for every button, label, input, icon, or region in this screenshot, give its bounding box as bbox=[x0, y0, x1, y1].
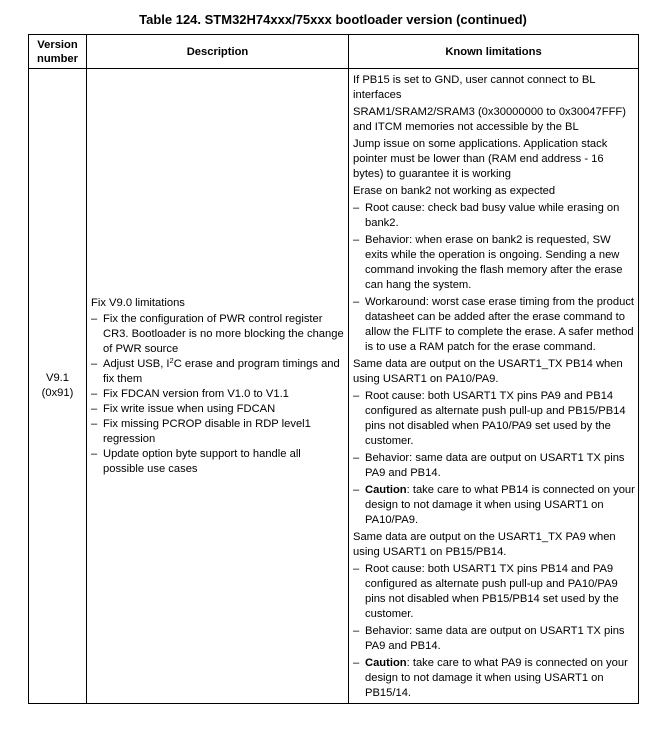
limitation-item: – Behavior: when erase on bank2 is requested, SW exits while the operation is ongoing. Sending a new command invoking the flash memory after the erase can hang the system. bbox=[353, 234, 623, 291]
limitation-item: – Behavior: same data are output on USART1 TX pins PA9 and PB14. bbox=[353, 452, 625, 479]
caution-item: – Caution: take care to what PB14 is connected on your design to not damage it when using USART1 on PA10/PA9. bbox=[353, 484, 635, 526]
header-description: Description bbox=[87, 35, 349, 69]
limitation-item: – Behavior: same data are output on USART1 TX pins PA9 and PB14. bbox=[353, 625, 625, 652]
description-item: – Fix the configuration of PWR control register CR3. Bootloader is no more blocking the change of PWR source bbox=[91, 312, 344, 355]
limitations-cell bbox=[349, 69, 639, 704]
limitation-item: – Root cause: check bad busy value while erasing on bank2. bbox=[353, 202, 620, 229]
table-header-row bbox=[29, 35, 639, 69]
description-item: – Update option byte support to handle all possible use cases bbox=[91, 447, 301, 475]
limitation-erase-heading: Erase on bank2 not working as expected bbox=[353, 185, 556, 197]
bootloader-version-table bbox=[28, 34, 639, 704]
limitation-sram: SRAM1/SRAM2/SRAM3 (0x30000000 to 0x30047FFF) and ITCM memories not accessible by the BL bbox=[353, 106, 626, 133]
description-item: – Adjust USB, $I^2C$ erase and program timings and fix them bbox=[91, 355, 340, 385]
limitation-item: – Workaround: worst case erase timing from the product datasheet can be added after the erase command to allow the FLITF to complete the erase. A safer method is to use a RAM patch for the erase command. bbox=[353, 296, 635, 353]
description-cell bbox=[87, 69, 349, 704]
table-title: Table 124. STM32H74xxx/75xxx bootloader version (continued) bbox=[139, 12, 527, 27]
caution-item: – Caution: take care to what PA9 is connected on your design to not damage it when using USART1 on PB15/14. bbox=[353, 657, 628, 699]
header-version-number: Version number bbox=[29, 35, 87, 69]
limitation-usart-pb14-heading: Same data are output on the USART1_TX PB14 when using USART1 on PA10/PA9. bbox=[353, 358, 623, 385]
limitation-item: – Root cause: both USART1 TX pins PB14 and PA9 configured as alternate push pull-up and PA10/PA9 pins not disabled when PB15/PB14 set used by the customer. bbox=[353, 563, 619, 620]
limitation-item: – Root cause: both USART1 TX pins PA9 and PB14 configured as alternate push pull-up and PB15/PB14 pins not disabled when PA10/PA9 set used by the customer. bbox=[353, 390, 626, 447]
description-item: – Fix missing PCROP disable in RDP level1 regression bbox=[91, 417, 311, 445]
table-row bbox=[29, 69, 639, 704]
version-cell bbox=[29, 69, 87, 704]
limitation-pb15: If PB15 is set to GND, user cannot connect to BL interfaces bbox=[353, 74, 596, 101]
limitation-usart-pa9-heading: Same data are output on the USART1_TX PA9 when using USART1 on PB15/PB14. bbox=[353, 531, 616, 558]
description-item: – Fix write issue when using FDCAN bbox=[91, 402, 276, 415]
version-code: (0x91) bbox=[41, 387, 74, 399]
description-item: – Fix FDCAN version from V1.0 to V1.1 bbox=[91, 387, 289, 400]
header-known-limitations: Known limitations bbox=[349, 35, 639, 69]
limitation-jump: Jump issue on some applications. Application stack pointer must be lower than (RAM end address - 16 bytes) to guarantee it is working bbox=[353, 138, 608, 180]
version-number: V9.1 bbox=[45, 372, 69, 384]
description-heading: Fix V9.0 limitations bbox=[91, 296, 185, 309]
